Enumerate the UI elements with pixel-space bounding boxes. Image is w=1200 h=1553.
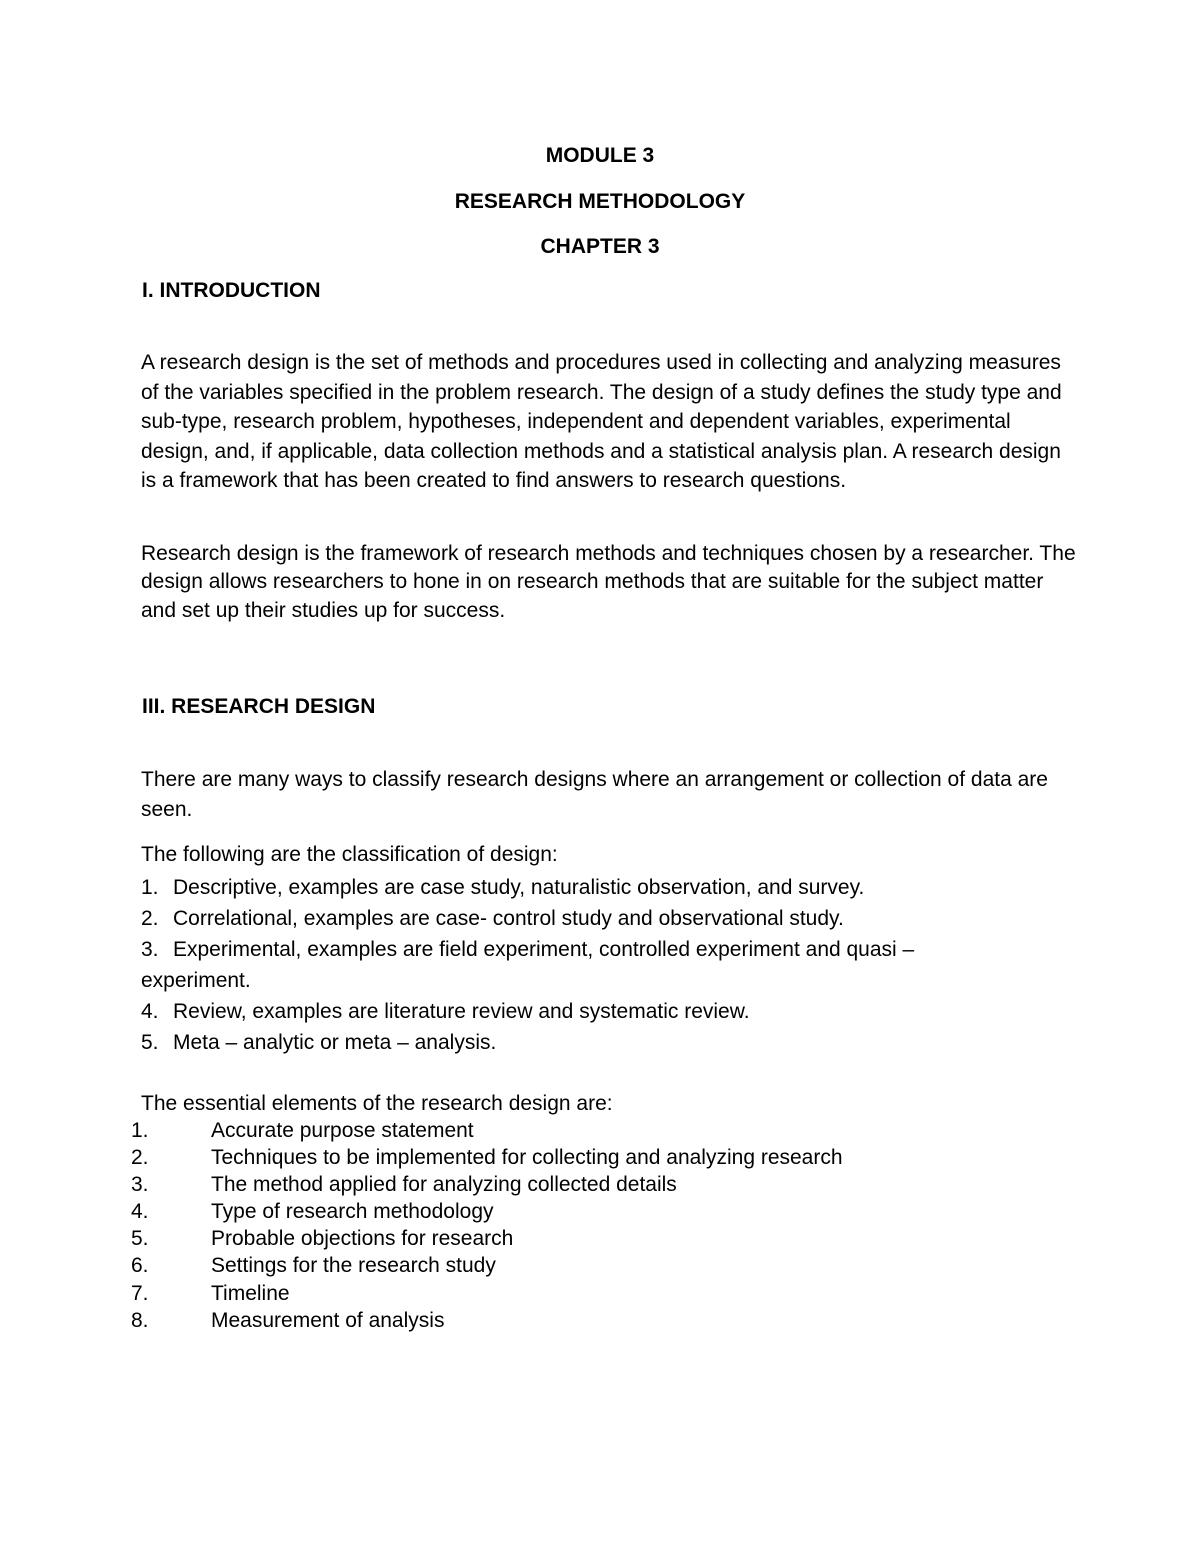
classification-text: Descriptive, examples are case study, naturalistic observation, and survey. xyxy=(173,876,865,899)
classification-number: 1. xyxy=(141,876,159,899)
element-number: 1. xyxy=(131,1119,149,1142)
element-number: 6. xyxy=(131,1254,149,1278)
classification-item xyxy=(141,872,1076,903)
classification-item xyxy=(141,903,1076,934)
introduction-paragraph-2: Research design is the framework of research methods and techniques chosen by a researcher. The design allows researchers to hone in on research methods that are suitable for the subject matter and set up their studies up for success. xyxy=(141,542,1076,622)
element-number: 5. xyxy=(131,1227,149,1251)
element-text: Techniques to be implemented for collecting and analyzing research xyxy=(211,1146,843,1170)
classification-text: Experimental, examples are field experiment, controlled experiment and quasi – xyxy=(173,938,915,961)
classification-text: Meta – analytic or meta – analysis. xyxy=(173,1031,497,1054)
element-text: Settings for the research study xyxy=(211,1254,496,1278)
chapter-title: CHAPTER 3 xyxy=(540,235,660,258)
element-number: 7. xyxy=(131,1281,149,1305)
classification-item xyxy=(141,934,1076,965)
element-number: 2. xyxy=(131,1146,149,1170)
element-text: Measurement of analysis xyxy=(211,1308,445,1332)
research-design-intro: There are many ways to classify research designs where an arrangement or collection of data are seen. xyxy=(141,768,1048,821)
element-text: The method applied for analyzing collected details xyxy=(211,1173,677,1197)
element-number: 3. xyxy=(131,1173,149,1197)
element-text: Probable objections for research xyxy=(211,1227,514,1251)
classification-lead: The following are the classification of design: xyxy=(141,843,558,866)
introduction-heading: I. INTRODUCTION xyxy=(142,279,321,302)
classification-item xyxy=(141,1027,1076,1058)
classification-number: 3. xyxy=(141,938,159,961)
classification-number: 4. xyxy=(141,1000,159,1023)
element-text: Type of research methodology xyxy=(211,1200,494,1224)
classification-text: Review, examples are literature review and systematic review. xyxy=(173,1000,750,1023)
classification-number: 2. xyxy=(141,907,159,930)
element-text: Timeline xyxy=(211,1281,290,1305)
classification-continuation-text: experiment. xyxy=(141,969,251,992)
classification-item xyxy=(141,996,1076,1027)
classification-text: Correlational, examples are case- control study and observational study. xyxy=(173,907,844,930)
classification-list xyxy=(141,872,1076,1058)
introduction-paragraph-1: A research design is the set of methods and procedures used in collecting and analyzing measures of the variables specified in the problem research. The design of a study defines the study type and sub-type, research problem, hypotheses, independent and dependent variables, experimental design, and, if applicable, data collection methods and a statistical analysis plan. A research design is a framework that has been created to find answers to research questions. xyxy=(141,351,1062,493)
module-title: MODULE 3 xyxy=(545,144,655,167)
classification-number: 5. xyxy=(141,1031,159,1054)
element-number: 4. xyxy=(131,1200,149,1224)
subject-title: RESEARCH METHODOLOGY xyxy=(454,190,746,213)
research-design-heading: III. RESEARCH DESIGN xyxy=(142,695,376,718)
element-text: Accurate purpose statement xyxy=(211,1119,474,1142)
elements-lead: The essential elements of the research design are: xyxy=(141,1092,613,1115)
element-number: 8. xyxy=(131,1308,149,1332)
classification-continuation xyxy=(141,965,1076,996)
